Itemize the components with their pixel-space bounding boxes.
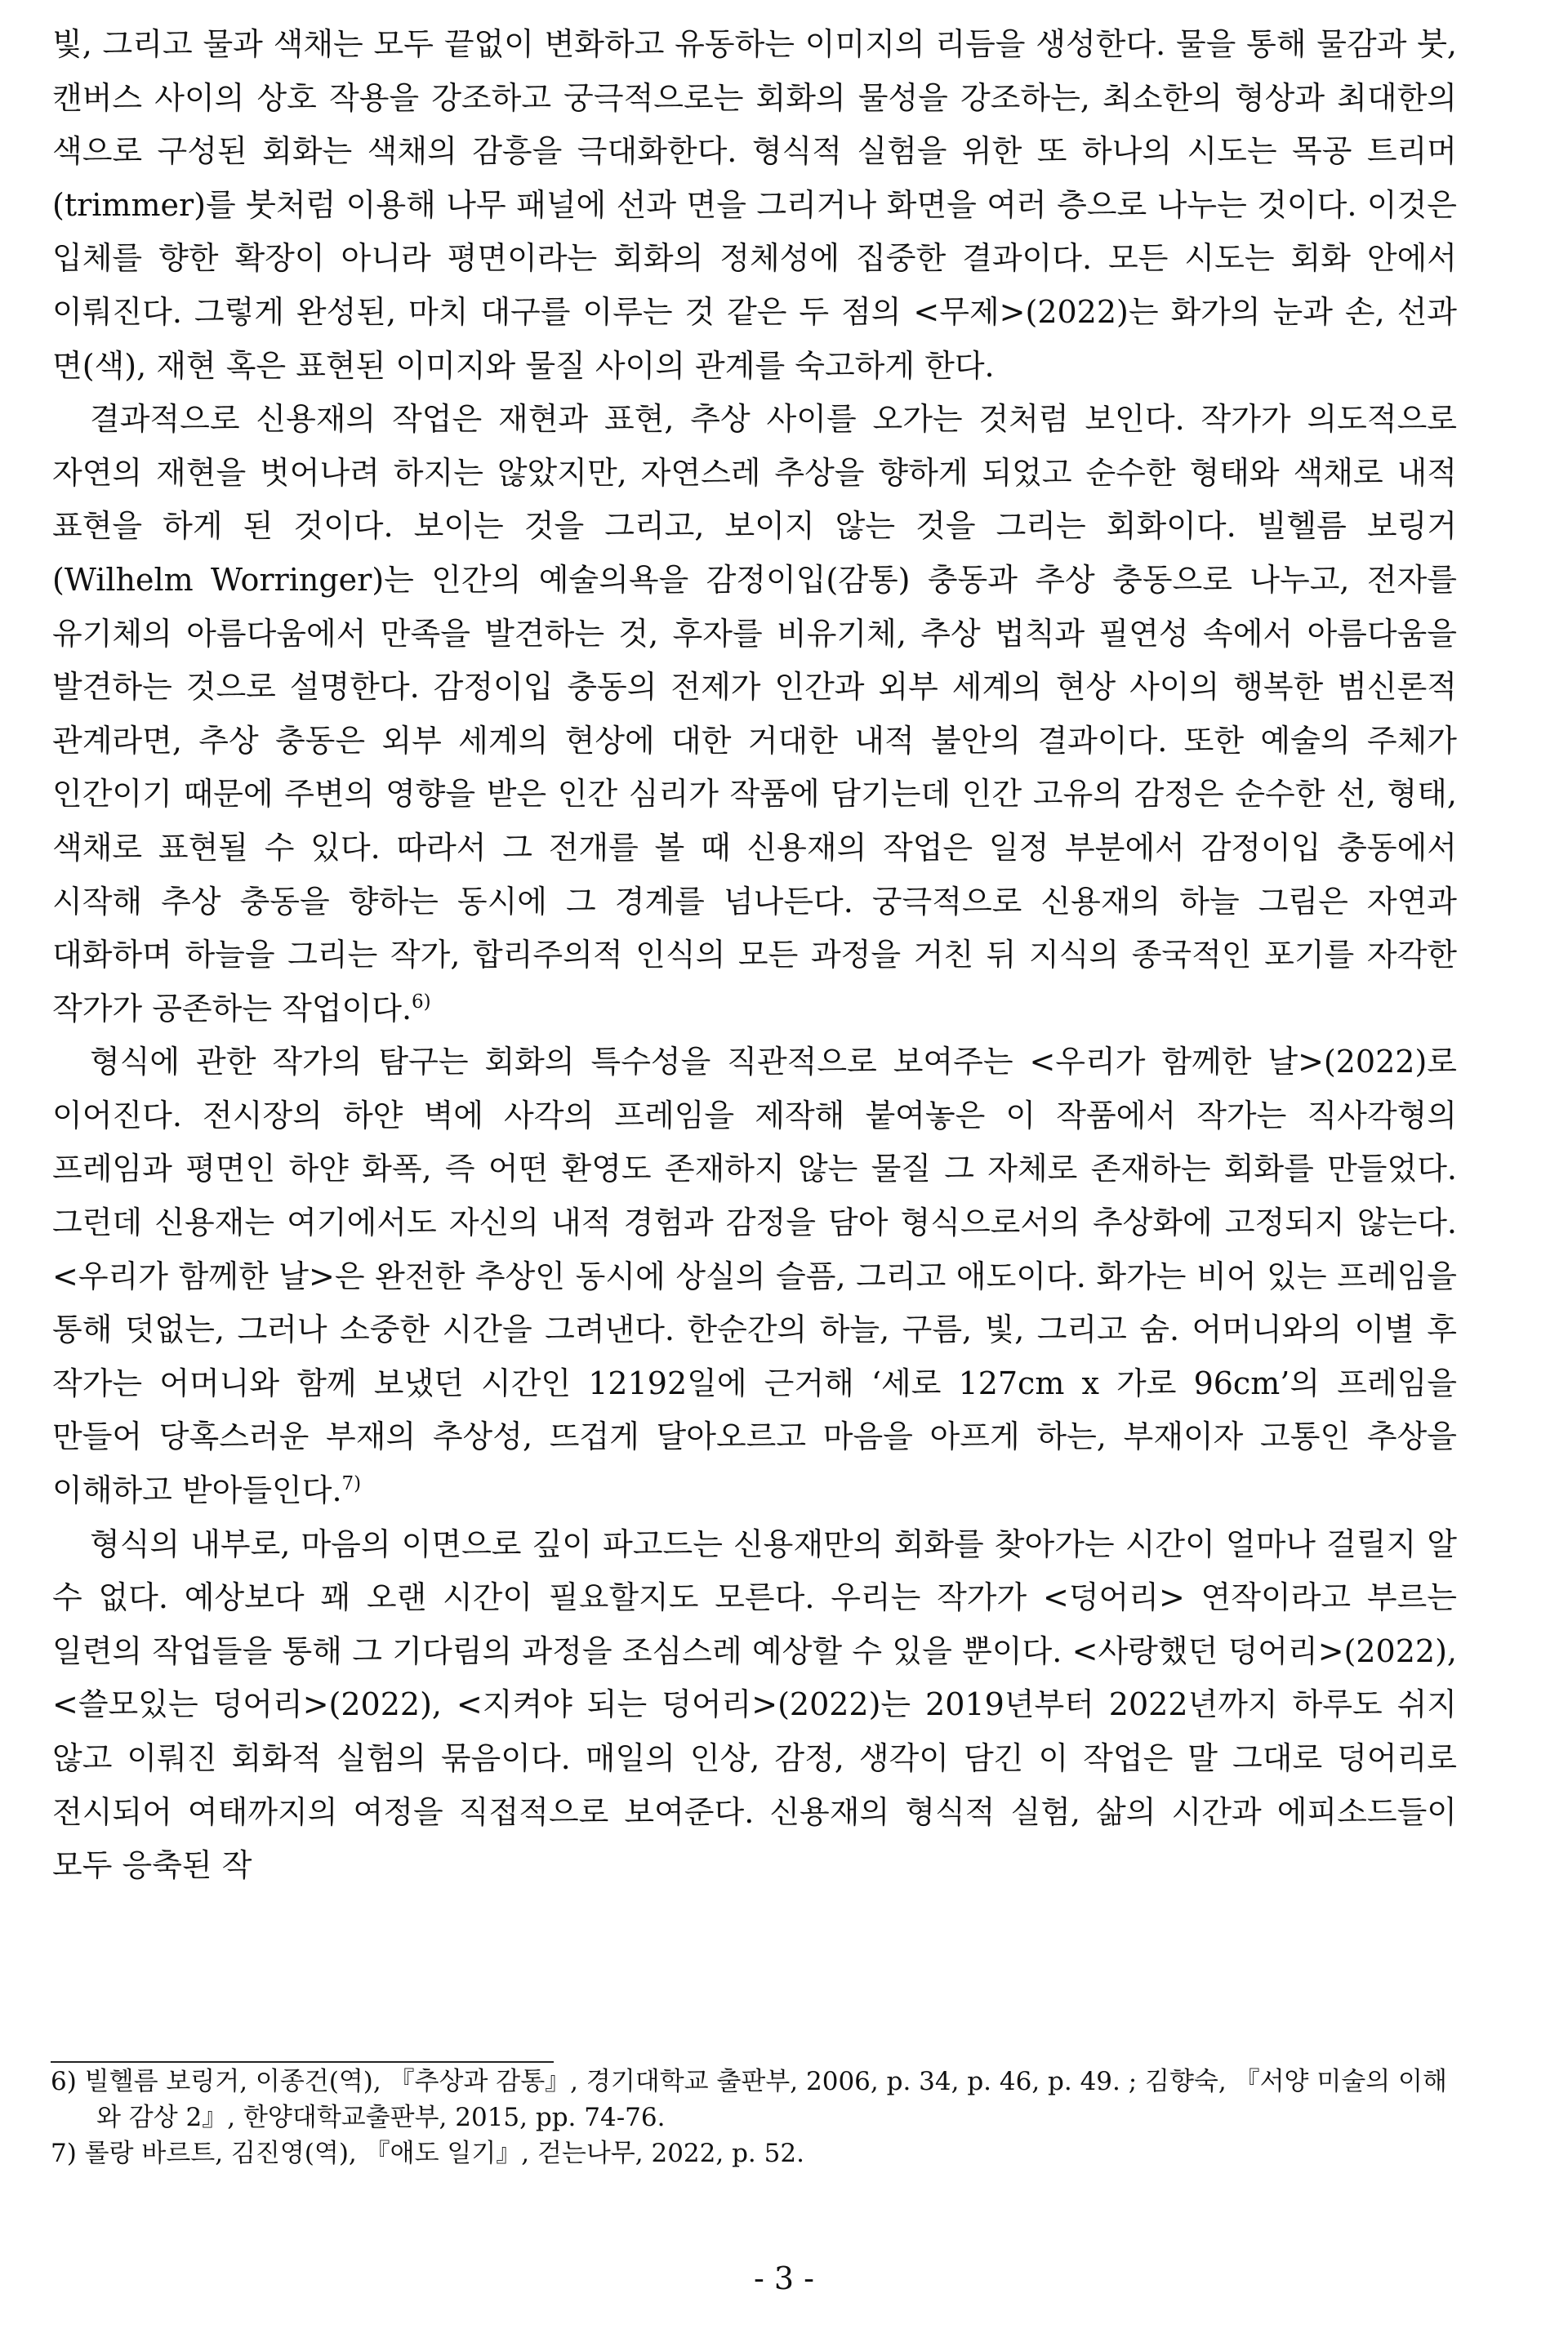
paragraph-3-text: 형식에 관한 작가의 탐구는 회화의 특수성을 직관적으로 보여주는 <우리가 함께한 날>(2022)로 이어진다. 전시장의 하얀 벽에 사각의 프레임을 제작해 붙여놓은 이 작품에서 작가는 직사각형의 프레임과 평면인 하얀 화폭, 즉 어떤 환영도 존재하지 않는 물질 그 자체로 존재하는 회화를 만들었다. 그런데 신용재는 여기에서도 자신의 내적 경험과 감정을 담아 형식으로서의 추상화에 고정되지 않는다. <우리가 함께한 날>은 완전한 추상인 동시에 상실의 슬픔, 그리고 애도이다. 화가는 비어 있는 프레임을 통해 덧없는, 그러나 소중한 시간을 그려낸다. 한순간의 하늘, 구름, 빛, 그리고 숨. 어머니와의 이별 후 작가는 어머니와 함께 보냈던 시간인 12192일에 근거해 ‘세로 127cm x 가로 96cm’의 프레임을 만들어 당혹스러운 부재의 추상성, 뜨겁게 달아오르고 마음을 아프게 하는, 부재이자 고통인 추상을 이해하고 받아들인다.	[52, 1044, 1457, 1509]
paragraph-4	[52, 1518, 1457, 1893]
paragraph-4-text: 형식의 내부로, 마음의 이면으로 깊이 파고드는 신용재만의 회화를 찾아가는 시간이 얼마나 걸릴지 알 수 없다. 예상보다 꽤 오랜 시간이 필요할지도 모른다. 우리는 작가가 <덩어리> 연작이라고 부르는 일련의 작업들을 통해 그 기다림의 과정을 조심스레 예상할 수 있을 뿐이다. <사랑했던 덩어리>(2022), <쓸모있는 덩어리>(2022), <지켜야 되는 덩어리>(2022)는 2019년부터 2022년까지 하루도 쉬지 않고 이뤄진 회화적 실험의 묶음이다. 매일의 인상, 감정, 생각이 담긴 이 작업은 말 그대로 덩어리로 전시되어 여태까지의 여정을 직접적으로 보여준다. 신용재의 형식적 실험, 삶의 시간과 에피소드들이 모두 응축된 작	[52, 1525, 1457, 1884]
page-number: - 3 -	[753, 2260, 814, 2296]
paragraph-3	[52, 1035, 1457, 1517]
footnote-divider	[51, 2061, 554, 2063]
footnote-ref-6[interactable]: 6)	[412, 991, 431, 1013]
footnote-6: 6) 빌헬름 보링거, 이종건(역), 『추상과 감통』, 경기대학교 출판부, 2006, p. 34, p. 46, p. 49. ; 김향숙, 『서양 미술의 이해와 감상 2』, 한양대학교출판부, 2015, pp. 74-76.	[51, 2067, 1447, 2132]
footnotes	[51, 2064, 1457, 2171]
footnote-7: 7) 롤랑 바르트, 김진영(역), 『애도 일기』, 걷는나무, 2022, p. 52.	[51, 2139, 804, 2168]
paragraph-1	[52, 18, 1457, 393]
body-text	[52, 18, 1457, 1893]
paragraph-2-text: 결과적으로 신용재의 작업은 재현과 표현, 추상 사이를 오가는 것처럼 보인다. 작가가 의도적으로 자연의 재현을 벗어나려 하지는 않았지만, 자연스레 추상을 향하게 되었고 순수한 형태와 색채로 내적 표현을 하게 된 것이다. 보이는 것을 그리고, 보이지 않는 것을 그리는 회화이다. 빌헬름 보링거(Wilhelm Worringer)는 인간의 예술의욕을 감정이입(감통) 충동과 추상 충동으로 나누고, 전자를 유기체의 아름다움에서 만족을 발견하는 것, 후자를 비유기체, 추상 법칙과 필연성 속에서 아름다움을 발견하는 것으로 설명한다. 감정이입 충동의 전제가 인간과 외부 세계의 현상 사이의 행복한 범신론적 관계라면, 추상 충동은 외부 세계의 현상에 대한 거대한 내적 불안의 결과이다. 또한 예술의 주체가 인간이기 때문에 주변의 영향을 받은 인간 심리가 작품에 담기는데 인간 고유의 감정은 순수한 선, 형태, 색채로 표현될 수 있다. 따라서 그 전개를 볼 때 신용재의 작업은 일정 부분에서 감정이입 충동에서 시작해 추상 충동을 향하는 동시에 그 경계를 넘나든다. 궁극적으로 신용재의 하늘 그림은 자연과 대화하며 하늘을 그리는 작가, 합리주의적 인식의 모든 과정을 거친 뒤 지식의 종국적인 포기를 자각한 작가가 공존하는 작업이다.	[52, 401, 1457, 1026]
paragraph-1-text: 빛, 그리고 물과 색채는 모두 끝없이 변화하고 유동하는 이미지의 리듬을 생성한다. 물을 통해 물감과 붓, 캔버스 사이의 상호 작용을 강조하고 궁극적으로는 회화의 물성을 강조하는, 최소한의 형상과 최대한의 색으로 구성된 회화는 색채의 감흥을 극대화한다. 형식적 실험을 위한 또 하나의 시도는 목공 트리머(trimmer)를 붓처럼 이용해 나무 패널에 선과 면을 그리거나 화면을 여러 층으로 나누는 것이다. 이것은 입체를 향한 확장이 아니라 평면이라는 회화의 정체성에 집중한 결과이다. 모든 시도는 회화 안에서 이뤄진다. 그렇게 완성된, 마치 대구를 이루는 것 같은 두 점의 <무제>(2022)는 화가의 눈과 손, 선과 면(색), 재현 혹은 표현된 이미지와 물질 사이의 관계를 숙고하게 한다.	[52, 26, 1457, 384]
paragraph-2	[52, 393, 1457, 1035]
footnote-ref-7[interactable]: 7)	[341, 1473, 362, 1495]
